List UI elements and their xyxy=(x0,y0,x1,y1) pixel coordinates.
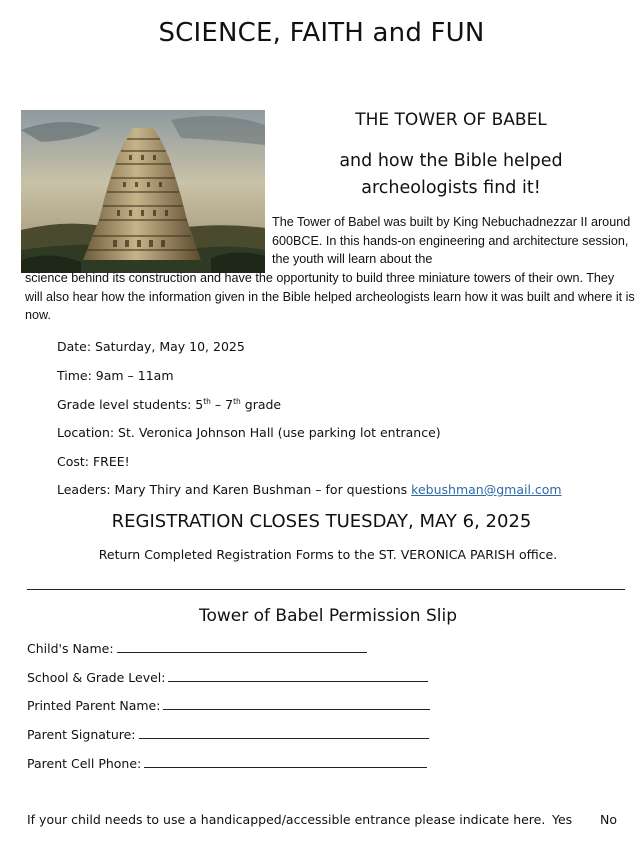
page-title: SCIENCE, FAITH and FUN xyxy=(158,18,485,48)
registration-deadline: REGISTRATION CLOSES TUESDAY, MAY 6, 2025 xyxy=(111,511,532,532)
event-description-part2: science behind its construction and have the opportunity to build three miniature towers of their own. They will also hear how the information given in the Bible helped archeologists learn how it was built and where it is now. xyxy=(25,271,635,322)
child-name-blank[interactable] xyxy=(117,642,367,653)
accessible-entrance-question: If your child needs to use a handicapped/accessible entrance please indicate here. xyxy=(27,812,546,827)
accessible-yes-option[interactable]: Yes xyxy=(552,812,573,827)
child-name-label: Child's Name: xyxy=(27,641,114,656)
parent-name-label: Printed Parent Name: xyxy=(27,698,161,713)
school-grade-label: School & Grade Level: xyxy=(27,670,166,685)
permission-slip-title: Tower of Babel Permission Slip xyxy=(198,606,458,626)
event-date: Date: Saturday, May 10, 2025 xyxy=(57,339,245,354)
grade-prefix: Grade level students: 5 xyxy=(57,397,204,413)
accessible-no-option[interactable]: No xyxy=(600,812,617,827)
event-grade-level xyxy=(57,397,281,412)
event-cost: Cost: FREE! xyxy=(57,454,130,469)
event-title: THE TOWER OF BABEL xyxy=(355,110,547,130)
return-instructions: Return Completed Registration Forms to the ST. VERONICA PARISH office. xyxy=(98,547,558,562)
parent-signature-field[interactable] xyxy=(27,727,429,742)
event-time: Time: 9am – 11am xyxy=(57,368,174,383)
email-link[interactable]: kebushman@gmail.com xyxy=(411,482,562,497)
parent-phone-label: Parent Cell Phone: xyxy=(27,756,142,771)
event-description-part1: The Tower of Babel was built by King Nebuchadnezzar II around 600BCE. In this hands-on engineering and architecture session, the youth will learn about the xyxy=(272,215,631,266)
parent-phone-field[interactable] xyxy=(27,756,427,771)
event-subtitle-line2: archeologists find it! xyxy=(361,178,541,198)
event-subtitle xyxy=(270,148,632,202)
school-grade-field[interactable] xyxy=(27,670,428,685)
tower-of-babel-image xyxy=(21,110,265,273)
parent-name-blank[interactable] xyxy=(163,699,430,710)
grade-suffix: grade xyxy=(240,397,282,413)
school-grade-blank[interactable] xyxy=(168,671,428,682)
child-name-field[interactable] xyxy=(27,641,367,656)
parent-signature-label: Parent Signature: xyxy=(27,727,136,742)
leaders-text: Leaders: Mary Thiry and Karen Bushman – for questions xyxy=(57,482,412,497)
event-leaders xyxy=(57,482,562,497)
parent-name-field[interactable] xyxy=(27,698,430,713)
parent-signature-blank[interactable] xyxy=(139,728,429,739)
cut-line-divider xyxy=(27,589,625,590)
grade-sup-2: th xyxy=(233,397,241,406)
event-subtitle-line1: and how the Bible helped xyxy=(339,151,563,171)
event-location: Location: St. Veronica Johnson Hall (use parking lot entrance) xyxy=(57,425,441,440)
grade-mid: – 7 xyxy=(210,397,234,413)
grade-sup-1: th xyxy=(203,397,211,406)
parent-phone-blank[interactable] xyxy=(144,757,427,768)
